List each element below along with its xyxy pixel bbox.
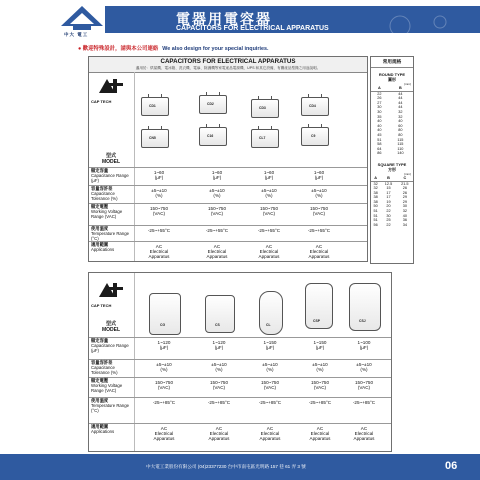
square-table-cell: 19 — [386, 199, 391, 204]
round-table-cell: 27 — [377, 100, 382, 105]
square-table-cell: 25 — [386, 218, 391, 223]
round-table-cell: 26 — [377, 96, 382, 101]
param-value: ±5~±10 (%) — [211, 362, 227, 372]
param-label-cn: 適用範圍 — [91, 242, 109, 247]
round-table-cell: 44 — [398, 105, 403, 110]
table2-row-separator — [89, 423, 391, 424]
page-number: 06 — [445, 460, 458, 472]
square-table-cell: 51 — [373, 213, 378, 218]
square-table-cell: 51 — [373, 209, 378, 214]
model-cn: 型式 — [105, 153, 116, 159]
round-type-table — [371, 86, 413, 156]
capacitor-table-2 — [88, 272, 392, 452]
code-c9: C9 — [311, 134, 316, 138]
round-table-row — [371, 151, 413, 156]
square-col-header: C — [397, 176, 413, 181]
param-label-cn: 額定電壓 — [91, 378, 109, 383]
param-value: 1~100 (μF) — [357, 340, 371, 350]
round-table-cell: 22 — [377, 91, 382, 96]
square-table-cell: 38 — [373, 199, 378, 204]
round-table-cell: 115 — [397, 142, 404, 147]
table1-brand-text: CAP TECH — [91, 99, 112, 104]
param-value: 150~750 (VAC) — [259, 206, 278, 216]
table1-brand-cell — [89, 75, 133, 121]
param-value: 150~750 (VAC) — [149, 206, 168, 216]
square-table-cell: 21.5 — [401, 181, 409, 186]
param-value: -25~+55°C — [205, 228, 229, 233]
capacitor-image-csj — [349, 283, 381, 331]
param-label-cn: 額定容量 — [91, 338, 109, 343]
square-table-cell: 20 — [386, 204, 391, 209]
param-label-en: Temperature Range (°C) — [91, 230, 129, 241]
header-pattern — [360, 12, 480, 39]
param-value: 1~120 (μF) — [212, 340, 226, 350]
code-cl7: CL7 — [259, 136, 266, 140]
param-value: ±5~±10 (%) — [261, 188, 277, 198]
code-c16: C16 — [207, 134, 214, 138]
param-label-en: Working Voltage Range (VAC) — [91, 208, 123, 219]
param-value: -25~+85°C — [352, 400, 376, 405]
code-cd4: CD4 — [309, 104, 316, 108]
param-value: AC Electrical Apparatus — [153, 426, 175, 441]
param-value: -25~+55°C — [307, 228, 331, 233]
param-value: 1~60 (μF) — [153, 170, 165, 180]
round-type-title — [371, 72, 413, 82]
square-table-body — [371, 181, 413, 227]
round-type-cn: 圓形 — [388, 77, 396, 82]
param-label — [91, 361, 133, 375]
param-value: -25~+85°C — [258, 400, 282, 405]
round-table-cell: 30 — [377, 105, 382, 110]
param-value: ±5~±10 (%) — [262, 362, 278, 372]
param-label-en: Temperature Range (°C) — [91, 402, 129, 413]
round-table-body — [371, 91, 413, 156]
table2-row-separator — [89, 377, 391, 378]
table1-row-separator — [89, 203, 367, 204]
table1-subtitle: 適用於：烘氣機、電冰箱、洗衣機、電扇、除濕機等家電產品電源機、UPS 和其它設備，有關產品型錄之用途說明。 — [135, 66, 321, 70]
param-value: 150~750 (VAC) — [209, 380, 228, 390]
param-value: ±5~±10 (%) — [156, 362, 172, 372]
round-unit: (mm) — [404, 82, 411, 86]
param-value: 150~750 (VAC) — [309, 206, 328, 216]
footer-bar — [0, 454, 480, 480]
square-unit: (mm) — [404, 171, 411, 176]
param-value: ±5~±10 (%) — [312, 362, 328, 372]
param-label — [91, 399, 133, 413]
table1-row-separator — [89, 167, 367, 168]
square-table-cell: 34 — [402, 222, 407, 227]
param-label-en: Capacitance Range (μF) — [91, 172, 129, 183]
code-cg: CG — [160, 323, 166, 327]
param-value: 150~750 (VAC) — [154, 380, 173, 390]
table2-model-label — [89, 321, 133, 333]
round-table-cell: 40 — [398, 119, 403, 124]
round-table-cell: 51 — [377, 137, 382, 142]
square-table-row — [371, 223, 413, 228]
param-label-cn: 使用溫度 — [91, 398, 109, 403]
round-table-cell: 44 — [398, 96, 403, 101]
param-value: -25~+55°C — [147, 228, 171, 233]
code-cl: CL — [266, 323, 271, 327]
square-col-header: A — [371, 176, 380, 181]
param-value: ±5~±10 (%) — [151, 188, 167, 198]
square-table-cell: 17 — [386, 195, 391, 200]
round-table-cell: 58 — [377, 142, 382, 147]
capacitor-table-1 — [88, 56, 368, 262]
param-value: -25~+55°C — [257, 228, 281, 233]
param-label-en: Capacitance Tolerance (%) — [91, 190, 118, 201]
param-label-cn: 容量容許差 — [91, 360, 113, 365]
square-table-cell: 17 — [386, 190, 391, 195]
round-table-cell: 60 — [398, 123, 403, 128]
param-label-cn: 額定容量 — [91, 168, 109, 173]
square-table-cell: 29 — [402, 195, 407, 200]
square-table-cell: 30 — [386, 213, 391, 218]
square-table-cell: 29 — [402, 199, 407, 204]
round-table-cell: 140 — [397, 151, 404, 156]
square-table-cell: 38 — [373, 190, 378, 195]
square-type-cn: 方形 — [388, 166, 396, 172]
table2-row-separator — [89, 359, 391, 360]
code-cs: CS — [215, 323, 220, 327]
square-table-cell: 22 — [386, 209, 391, 214]
param-value: 1~150 (μF) — [263, 340, 277, 350]
square-type-table — [371, 176, 413, 228]
param-label-en: Capacitance Range (μF) — [91, 342, 129, 353]
param-value: 1~150 (μF) — [313, 340, 327, 350]
square-table-cell: 38 — [373, 195, 378, 200]
param-value: 1~60 (μF) — [211, 170, 223, 180]
table2-divider — [134, 273, 135, 451]
table1-row-separator — [89, 225, 367, 226]
table2-row-separator — [89, 397, 391, 398]
square-table-cell: 56 — [373, 222, 378, 227]
square-table-cell: 32 — [402, 209, 407, 214]
param-value: 150~750 (VAC) — [310, 380, 329, 390]
sidebox-header: 常用規格 — [371, 57, 413, 68]
round-table-cell: 110 — [397, 146, 404, 151]
dimension-spec-box — [370, 56, 414, 264]
param-label-en: Capacitance Tolerance (%) — [91, 364, 118, 375]
square-table-cell: 50 — [373, 204, 378, 209]
table1-title-bar — [89, 57, 367, 73]
table2-row-separator — [89, 337, 391, 338]
param-label-en: Applications — [91, 246, 115, 252]
cap-tech-logo — [95, 279, 129, 301]
round-col-header: B — [388, 86, 413, 91]
header-bar — [60, 6, 480, 33]
footer-contact: 中大電工業股份有限公司 (04)23377230 台中市南屯區光明路 157 巷 61 弄 3 號 — [146, 464, 306, 469]
capacitor-image-cg — [149, 293, 181, 335]
param-label-cn: 容量容許差 — [91, 186, 113, 191]
square-table-cell: 26 — [402, 190, 407, 195]
square-table-cell: 32 — [373, 181, 378, 186]
param-label-en: Applications — [91, 428, 115, 434]
square-table-cell: 26 — [402, 186, 407, 191]
notice-en: We also design for your special inquiries. — [162, 46, 269, 52]
param-label-cn: 額定電壓 — [91, 204, 109, 209]
table2-brand-cell — [89, 279, 133, 325]
model-cn: 型式 — [105, 321, 116, 327]
param-value: 1~120 (μF) — [157, 340, 171, 350]
param-value: AC Electrical Apparatus — [308, 244, 330, 259]
param-value: 1~60 (μF) — [313, 170, 325, 180]
param-label-cn: 使用溫度 — [91, 226, 109, 231]
param-value: -25~+85°C — [308, 400, 332, 405]
table1-model-label — [89, 153, 133, 165]
round-table-cell: 32 — [398, 109, 403, 114]
round-table-cell: 40 — [377, 128, 382, 133]
param-label — [91, 169, 133, 183]
round-table-cell: 44 — [398, 91, 403, 96]
square-table-cell: 40 — [402, 213, 407, 218]
code-csp: CSP — [313, 319, 320, 323]
param-value: 150~750 (VAC) — [207, 206, 226, 216]
round-table-cell: 80 — [398, 128, 403, 133]
param-value: AC Electrical Apparatus — [148, 244, 170, 259]
param-value: 150~750 (VAC) — [354, 380, 373, 390]
square-table-cell: 22 — [386, 222, 391, 227]
round-table-cell: 32 — [398, 114, 403, 119]
param-value: AC Electrical Apparatus — [259, 426, 281, 441]
round-table-cell: 115 — [397, 137, 404, 142]
model-en: MODEL — [101, 159, 121, 165]
param-value: 1~60 (μF) — [263, 170, 275, 180]
square-table-cell: 36 — [402, 218, 407, 223]
code-csj: CSJ — [359, 319, 366, 323]
notice-line — [78, 44, 268, 52]
notice-cn: ● 歡迎特殊設計，請與本公司連絡 — [78, 46, 159, 52]
logo-text: 中大 電工 — [64, 32, 89, 37]
round-table-cell: 40 — [377, 123, 382, 128]
round-table-cell: 40 — [377, 119, 382, 124]
param-label-en: Working Voltage Range (VAC) — [91, 382, 123, 393]
param-label — [91, 187, 133, 201]
param-value: 150~750 (VAC) — [260, 380, 279, 390]
param-label — [91, 339, 133, 353]
square-table-cell: 12.5 — [384, 181, 393, 186]
code-cd3: CD3 — [259, 106, 266, 110]
header-title-cn: 電器用電容器 — [176, 12, 272, 28]
capacitor-image-cl — [259, 291, 283, 335]
square-type-en: SQUARE TYPE — [377, 161, 407, 167]
param-value: AC Electrical Apparatus — [258, 244, 280, 259]
param-value: ±5~±10 (%) — [356, 362, 372, 372]
param-value: ±5~±10 (%) — [311, 188, 327, 198]
param-label — [91, 243, 133, 253]
round-table-cell: 30 — [377, 109, 382, 114]
param-value: -25~+85°C — [152, 400, 176, 405]
round-col-header: A — [371, 86, 388, 91]
square-table-cell: 32 — [373, 186, 378, 191]
param-value: AC Electrical Apparatus — [309, 426, 331, 441]
round-table-cell: 80 — [398, 132, 403, 137]
param-label — [91, 379, 133, 393]
param-value: -25~+85°C — [207, 400, 231, 405]
param-label — [91, 425, 133, 435]
param-label — [91, 227, 133, 241]
code-cn5: CN5 — [149, 136, 156, 140]
square-col-header: B — [380, 176, 396, 181]
square-type-title — [371, 162, 413, 172]
round-type-en: ROUND TYPE — [378, 72, 406, 77]
param-value: AC Electrical Apparatus — [353, 426, 375, 441]
header-title-en: CAPACITORS FOR ELECTRICAL APPARATUS — [176, 25, 329, 32]
square-table-cell: 51 — [373, 218, 378, 223]
cap-tech-logo — [95, 75, 129, 97]
round-table-cell: 64 — [377, 146, 382, 151]
square-table-cell: 30 — [402, 204, 407, 209]
round-table-cell: 35 — [377, 114, 382, 119]
table2-brand-text: CAP TECH — [91, 303, 112, 308]
capacitor-image-cs — [205, 295, 235, 333]
code-cd1: CD1 — [149, 104, 156, 108]
round-table-cell: 86 — [377, 151, 382, 156]
table1-row-separator — [89, 185, 367, 186]
param-label-cn: 適用範圍 — [91, 424, 109, 429]
param-label — [91, 205, 133, 219]
code-cd2: CD2 — [207, 102, 214, 106]
round-table-cell: 45 — [377, 132, 382, 137]
param-value: AC Electrical Apparatus — [206, 244, 228, 259]
param-value: AC Electrical Apparatus — [208, 426, 230, 441]
model-en: MODEL — [101, 327, 121, 333]
table1-title: CAPACITORS FOR ELECTRICAL APPARATUS — [160, 58, 296, 65]
round-table-cell: 44 — [398, 100, 403, 105]
square-table-cell: 15 — [386, 186, 391, 191]
param-value: ±5~±10 (%) — [209, 188, 225, 198]
